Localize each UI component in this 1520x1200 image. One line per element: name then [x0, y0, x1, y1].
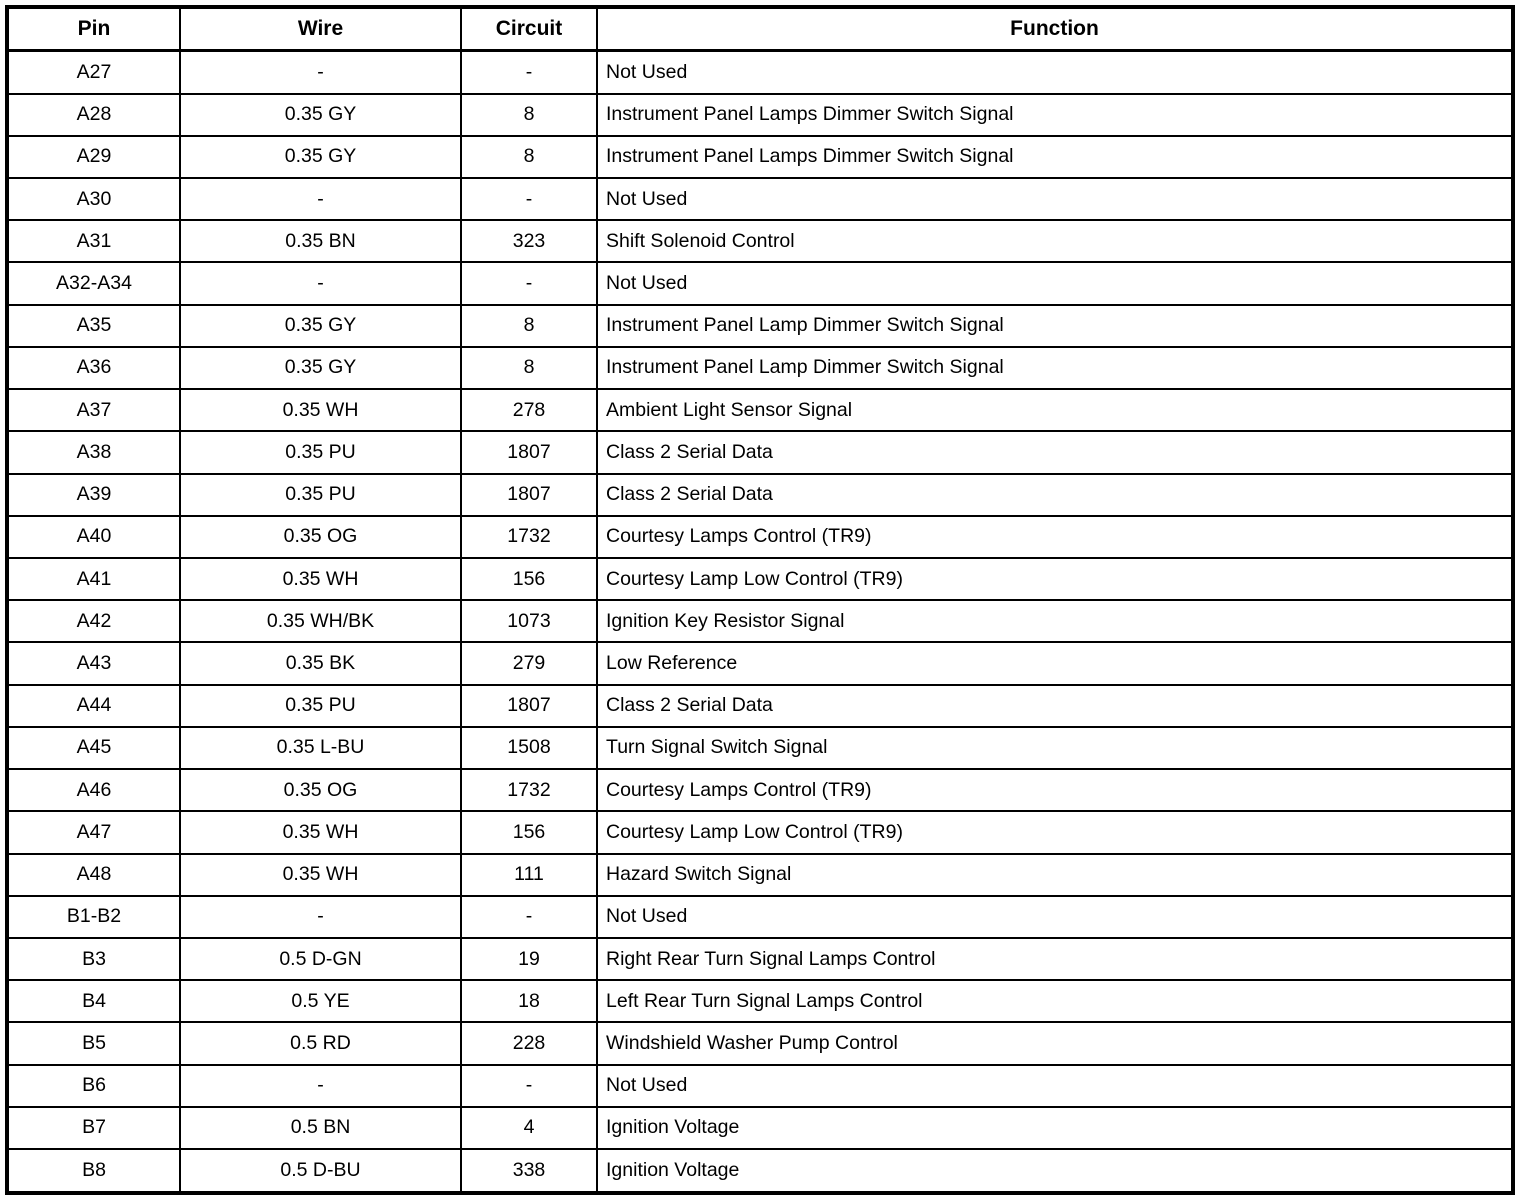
- cell-pin: B5: [7, 1022, 180, 1064]
- cell-pin: B4: [7, 980, 180, 1022]
- cell-wire: 0.5 YE: [180, 980, 461, 1022]
- table-row: [7, 347, 1513, 389]
- cell-function: Hazard Switch Signal: [597, 854, 1513, 896]
- cell-function: Not Used: [597, 1065, 1513, 1107]
- cell-circuit: 8: [461, 136, 597, 178]
- cell-function: Right Rear Turn Signal Lamps Control: [597, 938, 1513, 980]
- cell-wire: 0.35 WH: [180, 811, 461, 853]
- cell-wire: 0.35 OG: [180, 516, 461, 558]
- cell-pin: B8: [7, 1149, 180, 1193]
- cell-wire: 0.35 GY: [180, 347, 461, 389]
- cell-circuit: 156: [461, 558, 597, 600]
- cell-circuit: 1508: [461, 727, 597, 769]
- cell-wire: 0.35 PU: [180, 685, 461, 727]
- cell-wire: -: [180, 1065, 461, 1107]
- table-row: [7, 220, 1513, 262]
- cell-function: Not Used: [597, 262, 1513, 304]
- cell-circuit: 278: [461, 389, 597, 431]
- cell-pin: A27: [7, 51, 180, 94]
- cell-pin: A37: [7, 389, 180, 431]
- cell-pin: A42: [7, 600, 180, 642]
- cell-wire: -: [180, 896, 461, 938]
- cell-pin: A43: [7, 642, 180, 684]
- table-row: [7, 516, 1513, 558]
- cell-wire: 0.35 BN: [180, 220, 461, 262]
- cell-wire: 0.35 L-BU: [180, 727, 461, 769]
- table-header: [7, 7, 1513, 51]
- cell-function: Not Used: [597, 178, 1513, 220]
- cell-wire: -: [180, 262, 461, 304]
- cell-wire: 0.35 WH/BK: [180, 600, 461, 642]
- column-header-function: Function: [597, 7, 1513, 51]
- connector-pinout-table: [5, 5, 1515, 1195]
- table-row: [7, 389, 1513, 431]
- cell-wire: 0.5 BN: [180, 1107, 461, 1149]
- table-row: [7, 1149, 1513, 1193]
- cell-function: Courtesy Lamps Control (TR9): [597, 769, 1513, 811]
- cell-wire: 0.35 GY: [180, 305, 461, 347]
- cell-pin: A47: [7, 811, 180, 853]
- cell-circuit: -: [461, 51, 597, 94]
- cell-pin: A41: [7, 558, 180, 600]
- cell-function: Low Reference: [597, 642, 1513, 684]
- cell-function: Windshield Washer Pump Control: [597, 1022, 1513, 1064]
- table-row: [7, 980, 1513, 1022]
- cell-pin: A32-A34: [7, 262, 180, 304]
- table-row: [7, 896, 1513, 938]
- cell-function: Class 2 Serial Data: [597, 685, 1513, 727]
- cell-wire: 0.5 D-BU: [180, 1149, 461, 1193]
- column-header-wire: Wire: [180, 7, 461, 51]
- table-row: [7, 431, 1513, 473]
- cell-function: Instrument Panel Lamps Dimmer Switch Signal: [597, 136, 1513, 178]
- cell-wire: 0.5 D-GN: [180, 938, 461, 980]
- table-row: [7, 854, 1513, 896]
- cell-wire: 0.35 OG: [180, 769, 461, 811]
- table-row: [7, 305, 1513, 347]
- table-row: [7, 600, 1513, 642]
- cell-circuit: 1807: [461, 431, 597, 473]
- cell-circuit: 8: [461, 347, 597, 389]
- cell-wire: 0.35 WH: [180, 389, 461, 431]
- cell-circuit: -: [461, 178, 597, 220]
- cell-circuit: 111: [461, 854, 597, 896]
- cell-function: Ambient Light Sensor Signal: [597, 389, 1513, 431]
- cell-circuit: 8: [461, 94, 597, 136]
- table-row: [7, 51, 1513, 94]
- table-body: [7, 51, 1513, 1194]
- table-row: [7, 1065, 1513, 1107]
- table-row: [7, 94, 1513, 136]
- table-row: [7, 811, 1513, 853]
- table-row: [7, 136, 1513, 178]
- cell-pin: A30: [7, 178, 180, 220]
- cell-pin: A29: [7, 136, 180, 178]
- cell-function: Class 2 Serial Data: [597, 474, 1513, 516]
- cell-function: Courtesy Lamp Low Control (TR9): [597, 811, 1513, 853]
- cell-pin: A40: [7, 516, 180, 558]
- table-row: [7, 1022, 1513, 1064]
- cell-function: Left Rear Turn Signal Lamps Control: [597, 980, 1513, 1022]
- cell-wire: 0.35 GY: [180, 136, 461, 178]
- cell-function: Not Used: [597, 51, 1513, 94]
- cell-circuit: 19: [461, 938, 597, 980]
- cell-function: Ignition Voltage: [597, 1107, 1513, 1149]
- cell-wire: -: [180, 178, 461, 220]
- cell-circuit: -: [461, 896, 597, 938]
- cell-wire: 0.35 PU: [180, 474, 461, 516]
- table-row: [7, 642, 1513, 684]
- cell-function: Shift Solenoid Control: [597, 220, 1513, 262]
- cell-circuit: 1073: [461, 600, 597, 642]
- cell-wire: -: [180, 51, 461, 94]
- table-row: [7, 1107, 1513, 1149]
- cell-pin: A31: [7, 220, 180, 262]
- cell-circuit: 156: [461, 811, 597, 853]
- cell-pin: A39: [7, 474, 180, 516]
- cell-circuit: 279: [461, 642, 597, 684]
- cell-function: Courtesy Lamp Low Control (TR9): [597, 558, 1513, 600]
- cell-wire: 0.35 BK: [180, 642, 461, 684]
- cell-pin: A44: [7, 685, 180, 727]
- table-row: [7, 769, 1513, 811]
- column-header-pin: Pin: [7, 7, 180, 51]
- header-row: [7, 7, 1513, 51]
- cell-function: Turn Signal Switch Signal: [597, 727, 1513, 769]
- connector-pinout-table-container: [5, 5, 1515, 1195]
- cell-wire: 0.5 RD: [180, 1022, 461, 1064]
- cell-function: Class 2 Serial Data: [597, 431, 1513, 473]
- cell-circuit: 323: [461, 220, 597, 262]
- cell-function: Ignition Voltage: [597, 1149, 1513, 1193]
- cell-circuit: 8: [461, 305, 597, 347]
- cell-function: Instrument Panel Lamp Dimmer Switch Signal: [597, 347, 1513, 389]
- cell-pin: A48: [7, 854, 180, 896]
- table-row: [7, 685, 1513, 727]
- cell-wire: 0.35 WH: [180, 558, 461, 600]
- cell-pin: A36: [7, 347, 180, 389]
- cell-circuit: 1807: [461, 474, 597, 516]
- cell-pin: A45: [7, 727, 180, 769]
- table-row: [7, 558, 1513, 600]
- column-header-circuit: Circuit: [461, 7, 597, 51]
- cell-pin: B3: [7, 938, 180, 980]
- cell-pin: A38: [7, 431, 180, 473]
- table-row: [7, 474, 1513, 516]
- cell-circuit: 228: [461, 1022, 597, 1064]
- cell-circuit: -: [461, 1065, 597, 1107]
- table-row: [7, 727, 1513, 769]
- cell-function: Instrument Panel Lamp Dimmer Switch Signal: [597, 305, 1513, 347]
- cell-pin: A46: [7, 769, 180, 811]
- cell-wire: 0.35 PU: [180, 431, 461, 473]
- cell-pin: B7: [7, 1107, 180, 1149]
- table-row: [7, 178, 1513, 220]
- cell-function: Ignition Key Resistor Signal: [597, 600, 1513, 642]
- cell-pin: B1-B2: [7, 896, 180, 938]
- table-row: [7, 262, 1513, 304]
- cell-wire: 0.35 WH: [180, 854, 461, 896]
- cell-circuit: 1732: [461, 516, 597, 558]
- cell-circuit: 338: [461, 1149, 597, 1193]
- cell-circuit: 1807: [461, 685, 597, 727]
- cell-function: Courtesy Lamps Control (TR9): [597, 516, 1513, 558]
- cell-wire: 0.35 GY: [180, 94, 461, 136]
- cell-circuit: 1732: [461, 769, 597, 811]
- cell-function: Not Used: [597, 896, 1513, 938]
- cell-circuit: 4: [461, 1107, 597, 1149]
- cell-pin: B6: [7, 1065, 180, 1107]
- cell-pin: A28: [7, 94, 180, 136]
- table-row: [7, 938, 1513, 980]
- cell-function: Instrument Panel Lamps Dimmer Switch Signal: [597, 94, 1513, 136]
- cell-pin: A35: [7, 305, 180, 347]
- cell-circuit: -: [461, 262, 597, 304]
- cell-circuit: 18: [461, 980, 597, 1022]
